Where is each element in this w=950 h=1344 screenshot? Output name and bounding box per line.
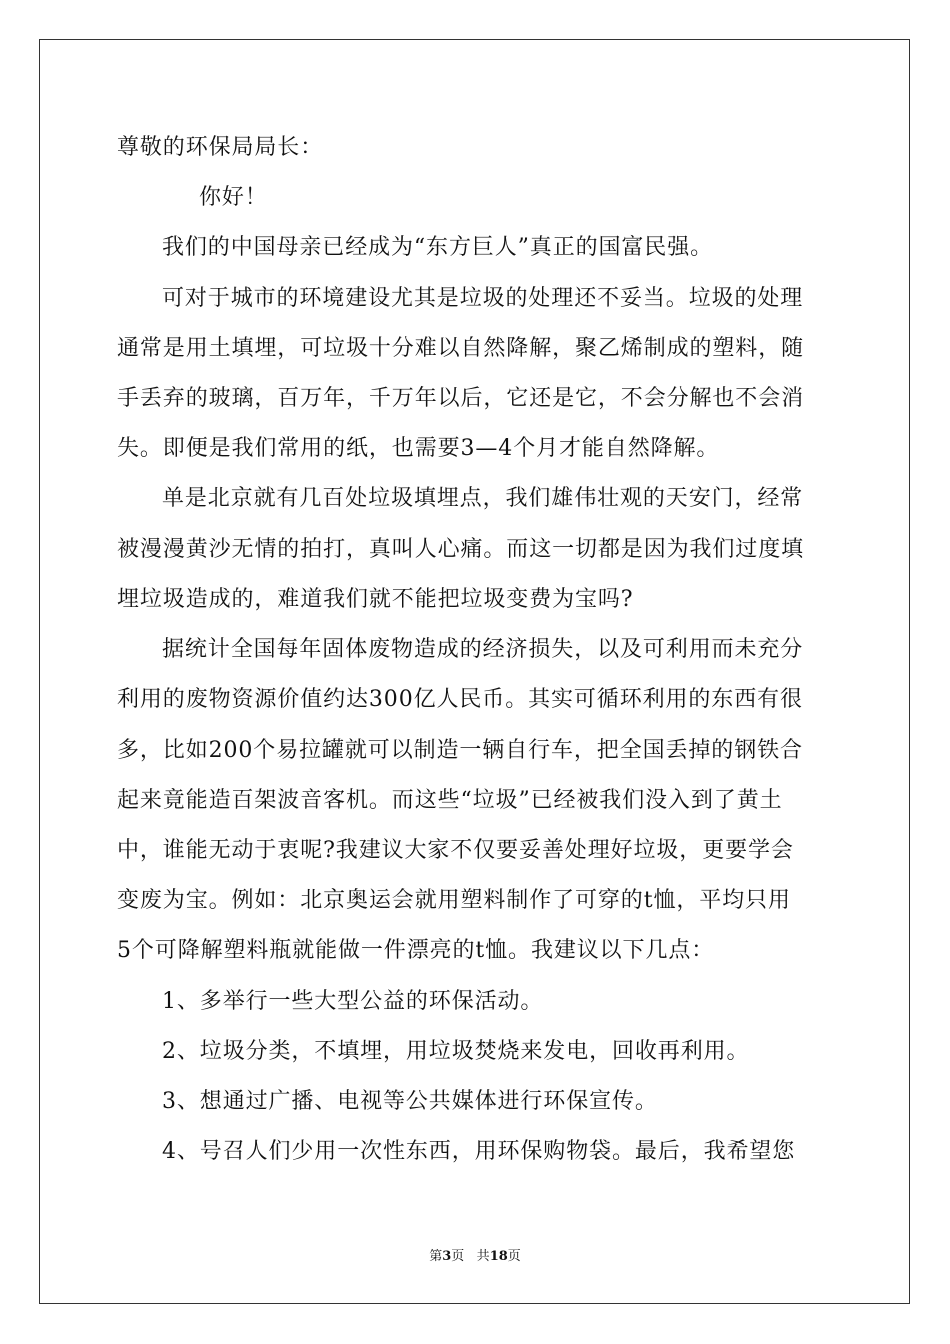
text-line: 起来竟能造百架波音客机。而这些“垃圾”已经被我们没入到了黄土 (117, 788, 783, 813)
greeting: 你好！ (199, 185, 268, 210)
text-line: 据统计全国每年固体废物造成的经济损失，以及可利用而未充分 (162, 637, 804, 662)
total-pages: 18 (489, 1249, 508, 1264)
text-line: 被漫漫黄沙无情的拍打，真叫人心痛。而这一切都是因为我们过度填 (117, 537, 805, 562)
text-line: 失。即便是我们常用的纸，也需要3—4个月才能自然降解。 (117, 436, 720, 461)
text-line: 通常是用土填埋，可垃圾十分难以自然降解，聚乙烯制成的塑料，随 (117, 336, 805, 361)
total-unit: 页 (507, 1249, 521, 1264)
text-line: 变废为宝。例如：北京奥运会就用塑料制作了可穿的t恤，平均只用 (117, 888, 791, 913)
text-line: 我们的中国母亲已经成为“东方巨人”真正的国富民强。 (162, 235, 713, 260)
text-line: 单是北京就有几百处垃圾填埋点，我们雄伟壮观的天安门，经常 (162, 486, 804, 511)
list-item: 3、想通过广播、电视等公共媒体进行环保宣传。 (162, 1089, 658, 1114)
text-line: 可对于城市的环境建设尤其是垃圾的处理还不妥当。垃圾的处理 (162, 286, 804, 311)
text-line: 多，比如200个易拉罐就可以制造一辆自行车，把全国丢掉的钢铁合 (117, 738, 803, 763)
page-unit: 页 (451, 1249, 465, 1264)
total-prefix: 共 (476, 1249, 490, 1264)
page-number: 3 (442, 1249, 452, 1264)
salutation: 尊敬的环保局局长： (117, 135, 324, 160)
page-footer (0, 1248, 950, 1266)
text-line: 中，谁能无动于衷呢?我建议大家不仅要妥善处理好垃圾，更要学会 (117, 838, 794, 863)
text-line: 手丢弃的玻璃，百万年，千万年以后，它还是它，不会分解也不会消 (117, 386, 805, 411)
list-item: 2、垃圾分类，不填埋，用垃圾焚烧来发电，回收再利用。 (162, 1039, 750, 1064)
page-prefix: 第 (429, 1249, 443, 1264)
list-item: 4、号召人们少用一次性东西，用环保购物袋。最后，我希望您 (162, 1139, 796, 1164)
text-line: 5个可降解塑料瓶就能做一件漂亮的t恤。我建议以下几点： (117, 938, 715, 963)
list-item: 1、多举行一些大型公益的环保活动。 (162, 989, 544, 1014)
text-line: 埋垃圾造成的，难道我们就不能把垃圾变费为宝吗? (117, 587, 634, 612)
text-line: 利用的废物资源价值约达300亿人民币。其实可循环利用的东西有很 (117, 687, 803, 712)
